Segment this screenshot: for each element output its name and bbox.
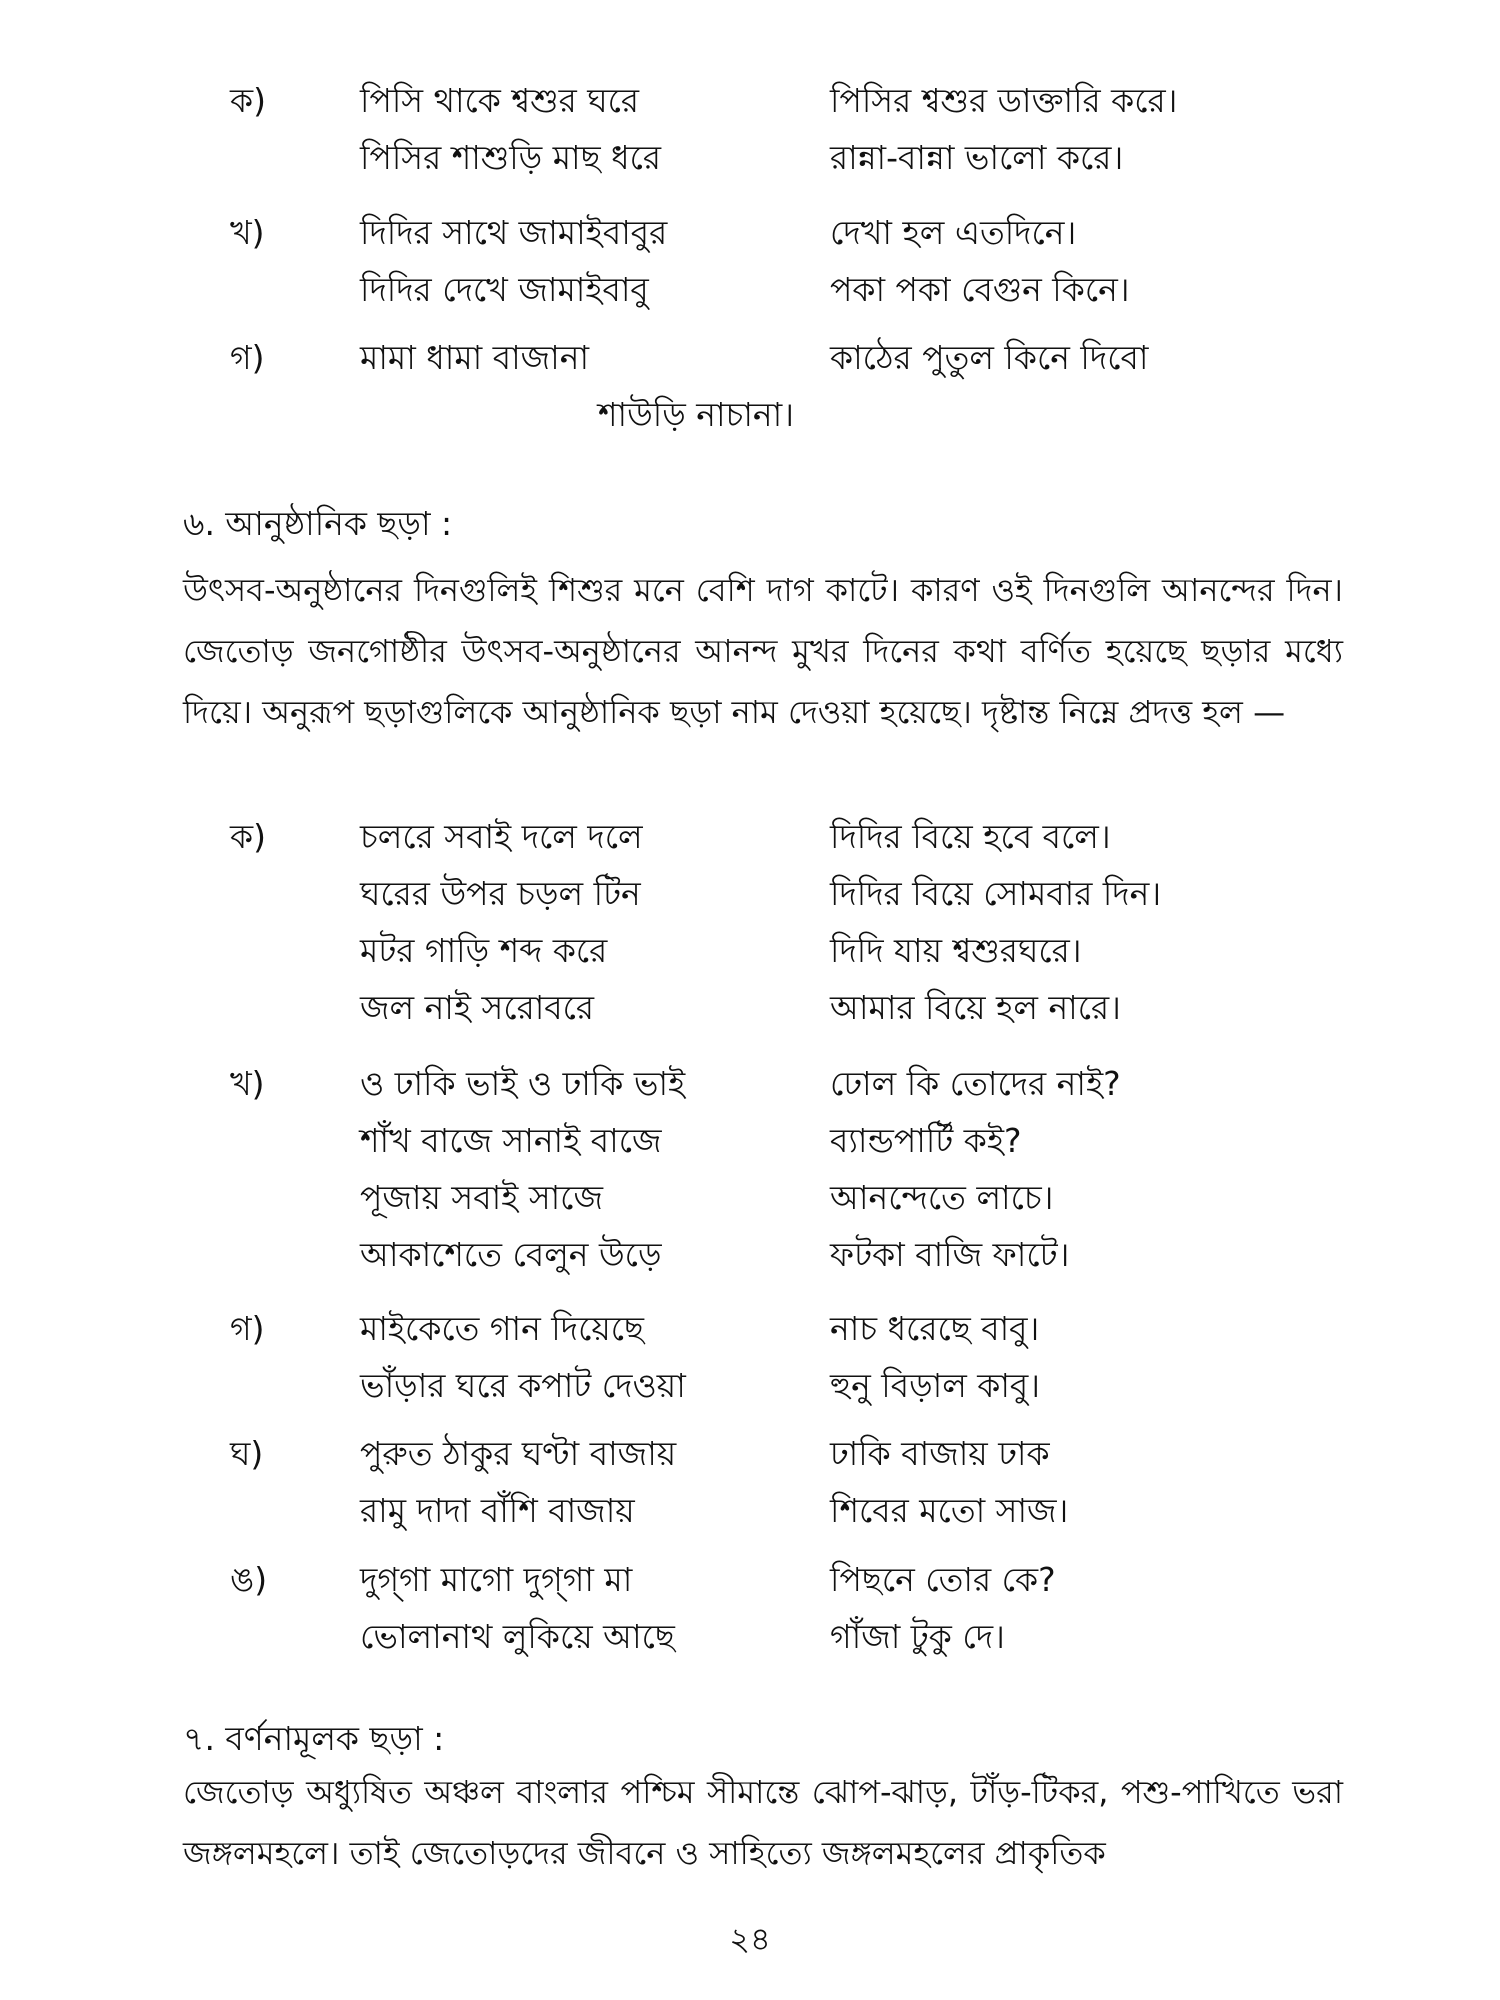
verse-line bbox=[0, 922, 1500, 979]
section-6-paragraph: উৎসব-অনুষ্ঠানের দিনগুলিই শিশুর মনে বেশি দাগ কাটে। কারণ ওই দিনগুলি আনন্দের দিন। জেতোড় জনগোষ্ঠীর উৎসব-অনুষ্ঠানের আনন্দ মুখর দিনের কথা বর্ণিত হয়েছে ছড়ার মধ্যে দিয়ে। অনুরূপ ছড়াগুলিকে আনুষ্ঠানিক ছড়া নাম দেওয়া হয়েছে। দৃষ্টান্ত নিম্নে প্রদত্ত হল — bbox=[183, 571, 1343, 731]
verse-left: পিসির শাশুড়ি মাছ ধরে bbox=[360, 138, 662, 177]
verse-label: ক) bbox=[230, 817, 266, 856]
verse-line bbox=[0, 1551, 1500, 1608]
verse-line bbox=[0, 204, 1500, 261]
verse-label: গ) bbox=[230, 1309, 265, 1348]
verse-left: জল নাই সরোবরে bbox=[360, 988, 595, 1027]
verse-left: দিদির সাথে জামাইবাবুর bbox=[360, 213, 668, 252]
verse-right: ব্যান্ডপার্টি কই? bbox=[830, 1121, 1022, 1160]
verse-right: পিছনে তোর কে? bbox=[830, 1560, 1056, 1599]
verse-right: শিবের মতো সাজ। bbox=[830, 1491, 1069, 1530]
verse-line bbox=[0, 979, 1500, 1036]
verse-line bbox=[0, 808, 1500, 865]
verse-line bbox=[0, 261, 1500, 318]
verse-line bbox=[0, 329, 1500, 386]
verse-right: গাঁজা টুকু দে। bbox=[830, 1617, 1005, 1656]
verse-left: আকাশেতে বেলুন উড়ে bbox=[360, 1235, 662, 1274]
page-number: ২৪ bbox=[729, 1920, 771, 1958]
verse-left: মটর গাড়ি শব্দ করে bbox=[360, 931, 608, 970]
verse-line bbox=[0, 1226, 1500, 1283]
verse-right: দিদি যায় শ্বশুরঘরে। bbox=[830, 931, 1082, 970]
verse-group-ka-2 bbox=[0, 808, 1500, 1036]
verse-label: ঙ) bbox=[230, 1560, 268, 1599]
verse-left: পুরুত ঠাকুর ঘণ্টা বাজায় bbox=[360, 1434, 677, 1473]
verse-right: পিসির শ্বশুর ডাক্তারি করে। bbox=[830, 81, 1178, 120]
verse-left: ভাঁড়ার ঘরে কপাট দেওয়া bbox=[360, 1366, 686, 1405]
verse-left: ও ঢাকি ভাই ও ঢাকি ভাই bbox=[360, 1064, 686, 1103]
verse-group-umo bbox=[0, 1551, 1500, 1665]
verse-left: ঘরের উপর চড়ল টিন bbox=[360, 874, 641, 913]
verse-right: আনন্দেতে লাচে। bbox=[830, 1178, 1054, 1217]
verse-label: ঘ) bbox=[230, 1434, 264, 1473]
verse-right: দেখা হল এতদিনে। bbox=[830, 213, 1077, 252]
verse-right: নাচ ধরেছে বাবু। bbox=[830, 1309, 1040, 1348]
verse-left: ভোলানাথ লুকিয়ে আছে bbox=[360, 1617, 675, 1656]
verse-label: খ) bbox=[230, 213, 265, 252]
verse-line bbox=[0, 1055, 1500, 1112]
verse-line bbox=[0, 72, 1500, 129]
verse-line bbox=[0, 1482, 1500, 1539]
verse-line bbox=[0, 1112, 1500, 1169]
verse-label: খ) bbox=[230, 1064, 265, 1103]
verse-label: গ) bbox=[230, 338, 265, 377]
verse-left: দুগ্‌গা মাগো দুগ্‌গা মা bbox=[360, 1560, 633, 1599]
verse-tail: শাউড়ি নাচানা। bbox=[598, 395, 795, 434]
verse-group-gha bbox=[0, 1425, 1500, 1539]
section-7-heading: ৭. বর্ণনামূলক ছড়া : bbox=[183, 1719, 445, 1758]
verse-line bbox=[0, 1169, 1500, 1226]
verse-left: দিদির দেখে জামাইবাবু bbox=[360, 270, 649, 309]
verse-line bbox=[0, 1608, 1500, 1665]
verse-label: ক) bbox=[230, 81, 266, 120]
verse-right: দিদির বিয়ে হবে বলে। bbox=[830, 817, 1111, 856]
verse-right: পকা পকা বেগুন কিনে। bbox=[830, 270, 1130, 309]
verse-right: কাঠের পুতুল কিনে দিবো bbox=[830, 338, 1149, 377]
verse-line bbox=[0, 1425, 1500, 1482]
verse-right: দিদির বিয়ে সোমবার দিন। bbox=[830, 874, 1162, 913]
verse-right: হুনু বিড়াল কাবু। bbox=[830, 1366, 1041, 1405]
verse-right: ফটকা বাজি ফাটে। bbox=[830, 1235, 1070, 1274]
verse-line bbox=[0, 865, 1500, 922]
verse-group-ga bbox=[0, 329, 1500, 443]
verse-left: মাইকেতে গান দিয়েছে bbox=[360, 1309, 645, 1348]
verse-group-kha-2 bbox=[0, 1055, 1500, 1283]
verse-line bbox=[0, 129, 1500, 186]
verse-left: রামু দাদা বাঁশি বাজায় bbox=[360, 1491, 635, 1530]
verse-line bbox=[0, 1357, 1500, 1414]
verse-left: পিসি থাকে শ্বশুর ঘরে bbox=[360, 81, 640, 120]
section-6-heading: ৬. আনুষ্ঠানিক ছড়া : bbox=[183, 504, 453, 543]
verse-left: শাঁখ বাজে সানাই বাজে bbox=[360, 1121, 662, 1160]
verse-left: চলরে সবাই দলে দলে bbox=[360, 817, 643, 856]
verse-right: আমার বিয়ে হল নারে। bbox=[830, 988, 1121, 1027]
verse-right: ঢাকি বাজায় ঢাক bbox=[830, 1434, 1050, 1473]
verse-left: পূজায় সবাই সাজে bbox=[360, 1178, 603, 1217]
verse-right: রান্না-বান্না ভালো করে। bbox=[830, 138, 1124, 177]
section-7-paragraph: জেতোড় অধ্যুষিত অঞ্চল বাংলার পশ্চিম সীমান্তে ঝোপ-ঝাড়, টাঁড়-টিকর, পশু-পাখিতে ভরা জঙ্গলমহলে। তাই জেতোড়দের জীবনে ও সাহিত্যে জঙ্গলমহলের প্রাকৃতিক bbox=[183, 1773, 1343, 1872]
verse-group-ga-2 bbox=[0, 1300, 1500, 1414]
verse-right: ঢোল কি তোদের নাই? bbox=[830, 1064, 1121, 1103]
verse-group-ka bbox=[0, 72, 1500, 186]
verse-group-kha bbox=[0, 204, 1500, 318]
verse-line bbox=[0, 1300, 1500, 1357]
verse-line bbox=[0, 386, 1500, 443]
verse-left: মামা ধামা বাজানা bbox=[360, 338, 590, 377]
